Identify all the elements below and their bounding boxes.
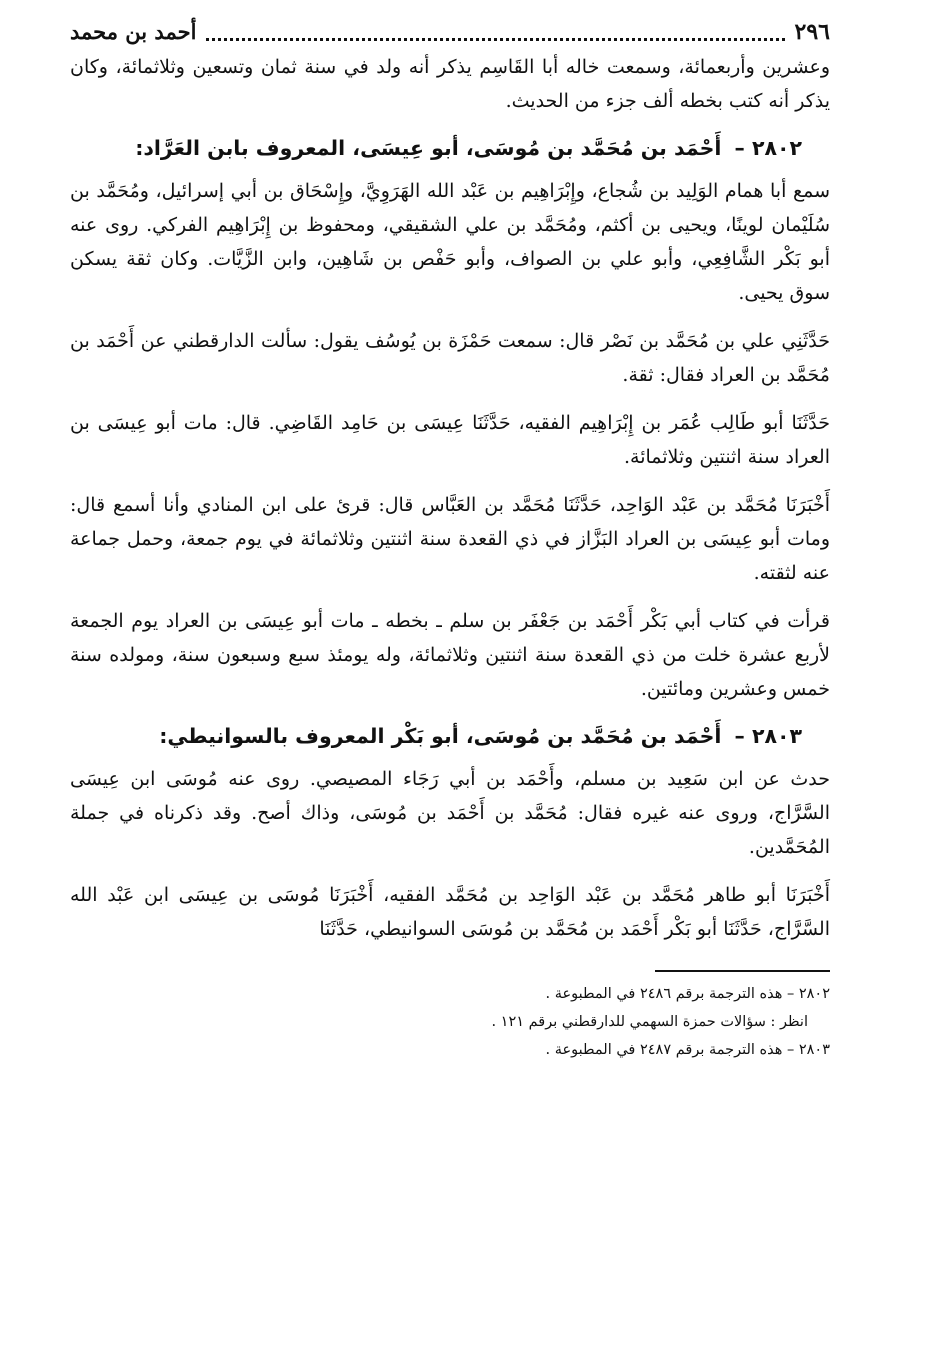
footnote: انظر : سؤالات حمزة السهمي للدارقطني برقم ١٢١ .: [491, 1014, 808, 1030]
footnotes: [70, 970, 830, 1064]
header-dotted-leader: [206, 24, 784, 41]
footnote: ٢٨٠٣ – هذه الترجمة برقم ٢٤٨٧ في المطبوعة .: [545, 1042, 830, 1058]
continued-paragraph: وعشرين وأربعمائة، وسمعت خاله أبا القَاسِم يذكر أنه ولد في سنة ثمان وتسعين وثلاثمائة، وكان يذكر أنه كتب بخطه ألف جزء من الحديث.: [70, 56, 830, 112]
entry-number: ٢٨٠٢ –: [734, 136, 802, 160]
running-title: أحمد بن محمد: [70, 19, 197, 44]
entry-number: ٢٨٠٣ –: [734, 724, 802, 748]
entry-paragraph: حَدَّثَنَا أبو طَالِب عُمَر بن إِبْرَاهِيم الفقيه، حَدَّثَنَا عِيسَى بن حَامِد القَاضِي. قال: مات أبو عِيسَى بن العراد سنة اثنتين وثلاثمائة.: [70, 412, 830, 468]
book-page: [70, 14, 830, 1064]
entry-heading-2802: [70, 132, 830, 164]
entry-heading-2803: [70, 720, 830, 752]
entry-paragraph: سمع أبا همام الوَلِيد بن شُجاع، وإِبْرَاهِيم بن عَبْد الله الهَرَوِيَّ، وإِسْحَاق بن أبي إسرائيل، ومُحَمَّد بن سُلَيْمان لوينًا، ويحيى بن أكثم، ومُحَمَّد بن علي الشقيقي، ومحفوظ بن إِبْرَاهِيم الفركي. روى عنه أبو بَكْر الشَّافِعِي، وأبو علي بن الصواف، وأبو حَفْص بن شَاهِين، وابن الزَّيَّات. وكان ثقة يسكن سوق يحيى.: [70, 180, 830, 304]
entry-paragraph: أَخْبَرَنَا مُحَمَّد بن عَبْد الوَاحِد، حَدَّثَنَا مُحَمَّد بن العَبَّاس قال: قرئ على ابن المنادي وأنا أسمع قال: ومات أبو عِيسَى بن العراد البَزَّاز في ذي القعدة سنة اثنتين وثلاثمائة في يوم جمعة، وحمل جماعة عنه لثقته.: [70, 494, 830, 584]
entry-paragraph: حَدَّثَنِي علي بن مُحَمَّد بن نَصْر قال: سمعت حَمْزَة بن يُوسُف يقول: سألت الدارقطني عن أَحْمَد بن مُحَمَّد بن العراد فقال: ثقة.: [70, 330, 830, 386]
entry-paragraph: أَخْبَرَنَا أبو طاهر مُحَمَّد بن عَبْد الوَاحِد بن مُحَمَّد الفقيه، أَخْبَرَنَا مُوسَى بن عِيسَى ابن عَبْد الله السَّرَّاج، حَدَّثَنَا أبو بَكْر أَحْمَد بن مُحَمَّد بن مُوسَى السوانيطي، حَدَّثَنَا: [70, 884, 830, 940]
running-header: [70, 14, 830, 50]
entry-paragraph: قرأت في كتاب أبي بَكْر أَحْمَد بن جَعْفَر بن سلم ـ بخطه ـ مات أبو عِيسَى بن العراد يوم الجمعة لأربع عشرة خلت من ذي القعدة سنة اثنتين وثلاثمائة، وله يومئذ سبع وسبعون سنة، ومولده سنة خمس وعشرين ومائتين.: [70, 610, 830, 700]
entry-title: أَحْمَد بن مُحَمَّد بن مُوسَى، أبو بَكْر المعروف بالسوانيطي:: [159, 724, 722, 748]
footnote: ٢٨٠٢ – هذه الترجمة برقم ٢٤٨٦ في المطبوعة .: [545, 986, 830, 1002]
entry-paragraph: حدث عن ابن سَعِيد بن مسلم، وأَحْمَد بن أبي رَجَاء المصيصي. روى عنه مُوسَى ابن عِيسَى السَّرَّاج، وروى عنه غيره فقال: مُحَمَّد بن أَحْمَد بن مُوسَى، وذاك أصح. وقد ذكرناه في جملة المُحَمَّدين.: [70, 768, 830, 858]
page-number: ٢٩٦: [794, 19, 830, 45]
footnote-separator: [655, 970, 830, 972]
entry-title: أَحْمَد بن مُحَمَّد بن مُوسَى، أبو عِيسَى، المعروف بابن العَرَّاد:: [135, 136, 722, 160]
